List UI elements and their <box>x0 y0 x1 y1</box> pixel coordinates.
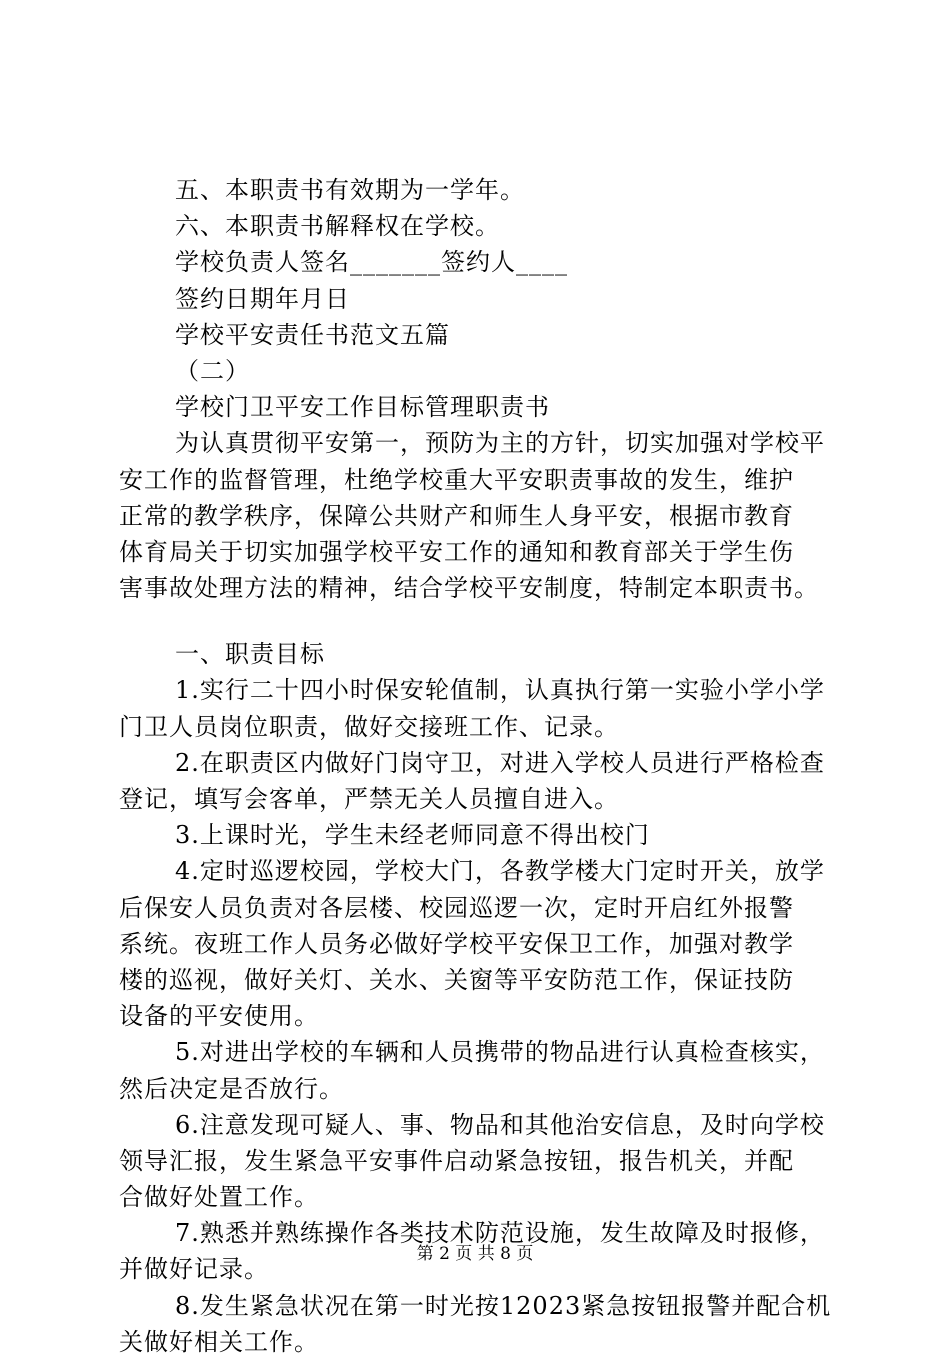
item-4-line: 4.定时巡逻校园，学校大门，各教学楼大门定时开关，放学 <box>175 857 825 886</box>
clause-6: 六、本职责书解释权在学校。 <box>175 212 500 241</box>
section-number: （二） <box>175 356 250 385</box>
item-6-line: 合做好处置工作。 <box>119 1183 319 1212</box>
paragraph-line: 为认真贯彻平安第一，预防为主的方针，切实加强对学校平 <box>175 429 825 458</box>
item-5-line: 然后决定是否放行。 <box>119 1074 344 1103</box>
item-4-line: 楼的巡视，做好关灯、关水、关窗等平安防范工作，保证技防 <box>119 965 794 994</box>
paragraph-line: 害事故处理方法的精神，结合学校平安制度，特制定本职责书。 <box>119 574 819 603</box>
section-title: 学校平安责任书范文五篇 <box>175 320 450 349</box>
heading-duty-goals: 一、职责目标 <box>175 640 325 669</box>
item-4-line: 后保安人员负责对各层楼、校园巡逻一次，定时开启红外报警 <box>119 893 794 922</box>
item-2-line: 登记，填写会客单，严禁无关人员擅自进入。 <box>119 785 619 813</box>
paragraph-gap <box>119 606 839 636</box>
item-4-line: 设备的平安使用。 <box>119 1002 319 1031</box>
paragraph-line: 正常的教学秩序，保障公共财产和师生人身平安，根据市教育 <box>119 501 794 530</box>
item-8-line: 关做好相关工作。 <box>119 1327 319 1356</box>
item-1-line: 1.实行二十四小时保安轮值制，认真执行第一实验小学小学 <box>175 676 825 705</box>
clause-5: 五、本职责书有效期为一学年。 <box>175 176 525 204</box>
document-body <box>119 172 839 1360</box>
page-footer: 第 2 页 共 8 页 <box>416 1244 534 1264</box>
item-2-line: 2.在职责区内做好门岗守卫，对进入学校人员进行严格检查 <box>175 748 825 777</box>
item-1-line: 门卫人员岗位职责，做好交接班工作、记录。 <box>119 712 619 741</box>
item-8-line: 8.发生紧急状况在第一时光按12023紧急按钮报警并配合机 <box>175 1291 832 1320</box>
document-title: 学校门卫平安工作目标管理职责书 <box>175 393 550 422</box>
signing-date: 签约日期年月日 <box>175 284 350 313</box>
signature-line: 学校负责人签名_______签约人____ <box>175 248 568 277</box>
item-4-line: 系统。夜班工作人员务必做好学校平安保卫工作，加强对教学 <box>119 929 794 958</box>
item-5-line: 5.对进出学校的车辆和人员携带的物品进行认真检查核实， <box>175 1038 825 1067</box>
item-6-line: 6.注意发现可疑人、事、物品和其他治安信息，及时向学校 <box>175 1110 825 1139</box>
paragraph-line: 安工作的监督管理，杜绝学校重大平安职责事故的发生，维护 <box>119 465 794 494</box>
item-7-line: 7.熟悉并熟练操作各类技术防范设施，发生故障及时报修， <box>175 1219 825 1248</box>
item-7-line: 并做好记录。 <box>119 1255 269 1284</box>
paragraph-line: 体育局关于切实加强学校平安工作的通知和教育部关于学生伤 <box>119 537 794 566</box>
item-3-line: 3.上课时光，学生未经老师同意不得出校门 <box>175 821 650 850</box>
item-6-line: 领导汇报，发生紧急平安事件启动紧急按钮，报告机关，并配 <box>119 1146 794 1175</box>
